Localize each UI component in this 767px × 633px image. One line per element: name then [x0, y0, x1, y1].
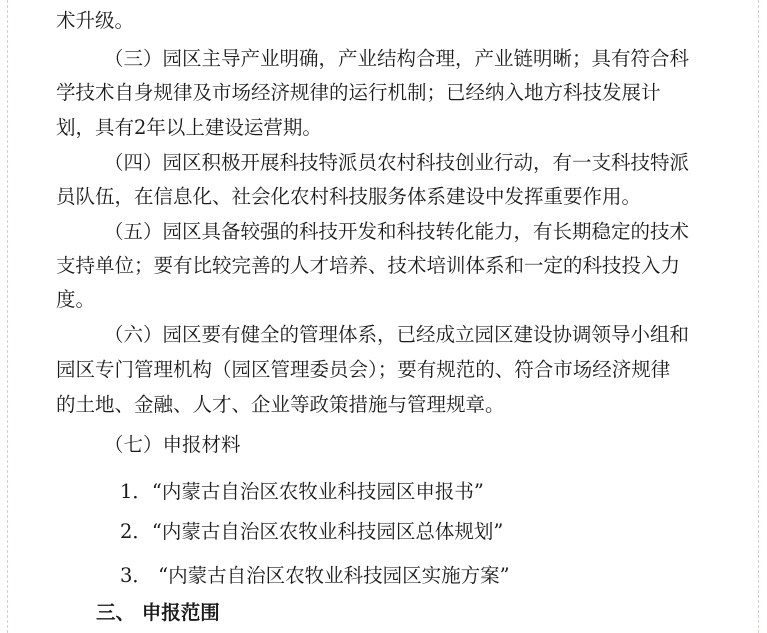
paragraph-line: （五）园区具备较强的科技开发和科技转化能力，有长期稳定的技术: [104, 220, 690, 243]
materials-list-item: 1．“内蒙古自治区农牧业科技园区申报书”: [120, 480, 484, 503]
paragraph-line: 员队伍，在信息化、社会化农村科技服务体系建设中发挥重要作用。: [56, 185, 642, 208]
paragraph-line: 的土地、金融、人才、企业等政策措施与管理规章。: [56, 393, 505, 416]
paragraph-line: 术升级。: [56, 9, 135, 32]
paragraph-line: 园区专门管理机构（园区管理委员会）；要有规范的、符合市场经济规律: [56, 358, 671, 381]
page-border-left: [7, 0, 8, 633]
materials-list-item: 2．“内蒙古自治区农牧业科技园区总体规划”: [120, 520, 504, 543]
materials-heading: （七）申报材料: [104, 433, 241, 456]
paragraph-line: （六）园区要有健全的管理体系，已经成立园区建设协调领导小组和: [104, 323, 690, 346]
paragraph-line: 学技术自身规律及市场经济规律的运行机制；已经纳入地方科技发展计: [56, 81, 661, 104]
paragraph-line: （三）园区主导产业明确，产业结构合理，产业链明晰；具有符合科: [104, 47, 690, 70]
section-heading: 三、 申报范围: [96, 601, 220, 624]
paragraph-line: 划，具有2年以上建设运营期。: [56, 116, 322, 139]
paragraph-line: （四）园区积极开展科技特派员农村科技创业行动，有一支科技特派: [104, 151, 690, 174]
materials-list-item: 3． “内蒙古自治区农牧业科技园区实施方案”: [120, 564, 510, 587]
paragraph-line: 支持单位；要有比较完善的人才培养、技术培训体系和一定的科技投入力: [56, 254, 681, 277]
paragraph-line: 度。: [56, 288, 96, 311]
